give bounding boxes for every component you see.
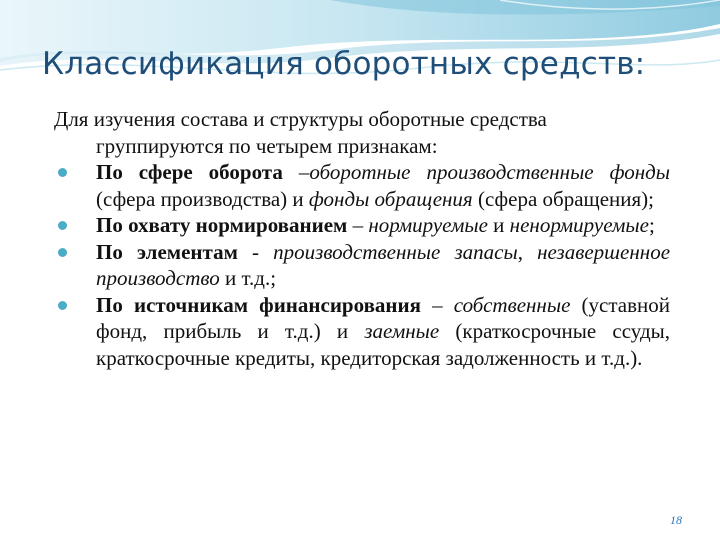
item-heading: По сфере оборота <box>96 160 283 184</box>
slide-body <box>54 106 670 371</box>
item-text: и <box>487 213 510 237</box>
item-text: (краткосрочные ссуды, краткосрочные кредиты, кредиторская задолженность и т.д.). <box>96 319 670 370</box>
item-emphasis: фонды обращения <box>308 186 473 211</box>
item-text: (сфера производства) и <box>96 186 309 211</box>
item-separator: - <box>237 239 274 264</box>
item-text: , <box>517 239 538 264</box>
intro-text: Для изучения состава и структуры оборотные средства группируются по четырем признакам: <box>54 107 547 158</box>
item-emphasis: заемные <box>364 319 440 343</box>
item-separator: – <box>282 160 310 184</box>
item-separator: – <box>347 213 369 237</box>
item-separator: – <box>420 292 454 317</box>
classification-list <box>54 159 670 371</box>
item-emphasis: незавершенное производство <box>96 239 671 290</box>
bullet-icon <box>58 221 67 230</box>
item-heading: По охвату нормированием <box>96 213 348 237</box>
bullet-icon <box>58 248 67 257</box>
item-text: (сфера обращения); <box>472 186 654 211</box>
item-emphasis: ненормируемые <box>509 213 649 237</box>
item-text: ; <box>648 213 655 237</box>
list-item <box>54 212 670 239</box>
item-emphasis: собственные <box>453 292 571 317</box>
item-emphasis: нормируемые <box>368 213 488 237</box>
bullet-icon <box>58 301 67 310</box>
list-item <box>54 159 670 212</box>
item-text: и т.д.; <box>219 266 277 290</box>
item-emphasis: производственные запасы <box>273 239 518 264</box>
item-heading: По источникам финансирования <box>96 292 421 317</box>
bullet-icon <box>58 168 67 177</box>
page-number: 18 <box>670 513 682 527</box>
list-item <box>54 239 670 292</box>
item-heading: По элементам <box>96 239 238 264</box>
item-text: (уставной фонд, прибыль и т.д.) и <box>96 292 670 343</box>
list-item <box>54 292 670 372</box>
item-emphasis: оборотные производственные фонды <box>309 160 670 184</box>
slide-title: Классификация оборотных средств: <box>42 46 646 82</box>
